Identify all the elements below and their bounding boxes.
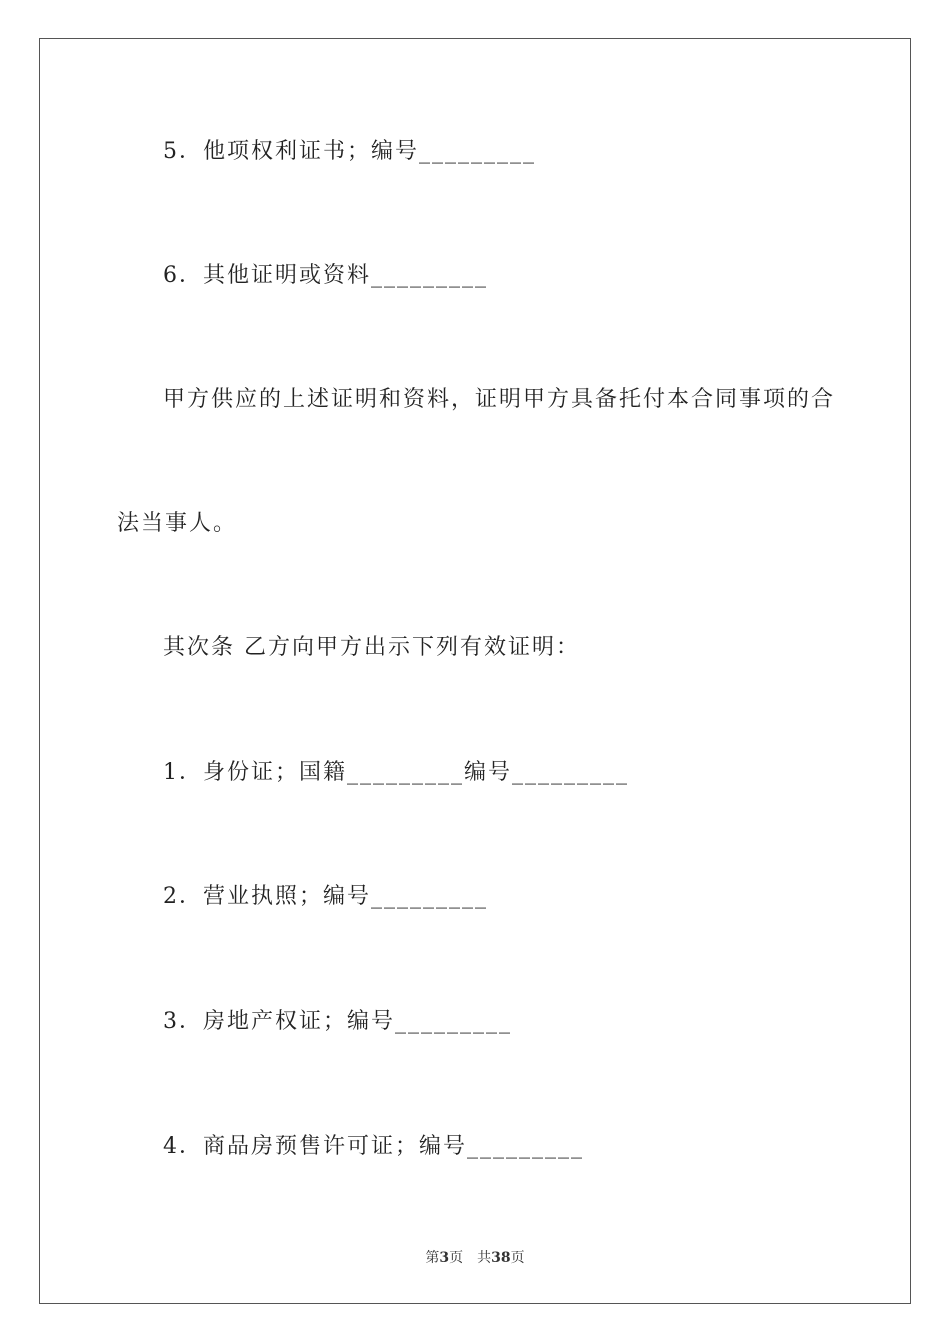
text-line-party-a-proof: 甲方供应的上述证明和资料，证明甲方具备托付本合同事项的合: [163, 387, 836, 412]
text-line-article-two: 其次条 乙方向甲方出示下列有效证明：: [163, 635, 580, 660]
text-line-property-cert: 3．房地产权证；编号_________: [163, 1009, 512, 1034]
text-line-id-card: 1．身份证；国籍_________编号_________: [163, 760, 629, 785]
footer-page-prefix: 第: [425, 1250, 440, 1266]
footer-total-pages: 38: [491, 1250, 511, 1266]
footer-total-prefix: 共: [477, 1250, 492, 1266]
text-line-other-rights-cert: 5．他项权利证书；编号_________: [163, 139, 536, 164]
page-frame: [39, 38, 911, 1304]
footer-total-suffix: 页: [510, 1250, 525, 1266]
footer-page-number: 3: [439, 1250, 450, 1266]
page-footer: [0, 1247, 950, 1267]
footer-page-suffix: 页: [449, 1250, 464, 1266]
text-line-other-proof: 6．其他证明或资料_________: [163, 263, 488, 288]
text-line-business-license: 2．营业执照；编号_________: [163, 884, 488, 909]
text-line-party-a-proof-cont: 法当事人。: [117, 511, 238, 536]
text-line-presale-permit: 4．商品房预售许可证；编号_________: [163, 1134, 584, 1159]
